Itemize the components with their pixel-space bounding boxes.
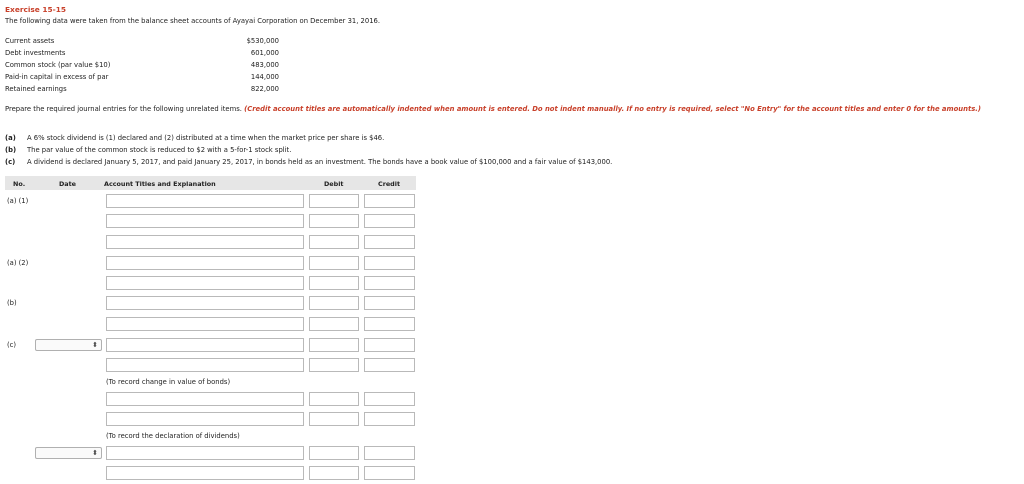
balance-label: Common stock (par value $10) [5,61,111,69]
debit-input[interactable] [309,256,359,270]
debit-input[interactable] [309,235,359,249]
credit-input[interactable] [364,296,415,310]
debit-input[interactable] [309,358,359,372]
debit-input[interactable] [309,214,359,228]
explanation-note: (To record change in value of bonds) [106,378,231,386]
account-title-input[interactable] [106,235,304,249]
balance-label: Paid-in capital in excess of par [5,73,109,81]
item-text: A dividend is declared January 5, 2017, and paid January 25, 2017, in bonds held as an investment. The bonds have a book value of $100,000 and a fair value of $143,000. [27,158,613,166]
debit-input[interactable] [309,338,359,352]
row-label-c: (c) [7,341,17,349]
explanation-note: (To record the declaration of dividends) [106,432,240,440]
credit-input[interactable] [364,214,415,228]
item-c [5,158,612,166]
account-title-input[interactable] [106,446,304,460]
debit-input[interactable] [309,446,359,460]
debit-input[interactable] [309,466,359,480]
balance-value: 601,000 [250,49,279,57]
date-select[interactable] [35,339,102,351]
account-title-input[interactable] [106,194,304,208]
journal-table-header [5,176,416,190]
debit-input[interactable] [309,392,359,406]
date-select[interactable] [35,447,102,459]
credit-input[interactable] [364,358,415,372]
balance-value: 483,000 [250,61,279,69]
instructions-note: (Credit account titles are automatically indented when amount is entered. Do not indent manually. If no entry is required, select "No Entry" for the account titles and enter 0 for the amounts.) [244,105,981,113]
instructions-lead: Prepare the required journal entries for the following unrelated items. [5,105,242,113]
balance-label: Retained earnings [5,85,67,93]
credit-input[interactable] [364,412,415,426]
account-title-input[interactable] [106,256,304,270]
balance-value: 822,000 [250,85,279,93]
debit-input[interactable] [309,194,359,208]
item-text: A 6% stock dividend is (1) declared and (2) distributed at a time when the market price per share is $46. [27,134,385,142]
item-b [5,146,291,154]
item-a [5,134,384,142]
account-title-input[interactable] [106,358,304,372]
row-label-b: (b) [7,299,17,307]
header-debit: Debit [324,180,344,188]
select-arrows-icon: ⬍ [92,449,98,457]
credit-input[interactable] [364,392,415,406]
account-title-input[interactable] [106,214,304,228]
item-key: (b) [5,146,17,154]
account-title-input[interactable] [106,276,304,290]
credit-input[interactable] [364,256,415,270]
account-title-input[interactable] [106,296,304,310]
row-label-a1: (a) (1) [7,197,29,205]
account-title-input[interactable] [106,412,304,426]
credit-input[interactable] [364,466,415,480]
credit-input[interactable] [364,235,415,249]
debit-input[interactable] [309,412,359,426]
debit-input[interactable] [309,317,359,331]
row-label-a2: (a) (2) [7,259,29,267]
header-credit: Credit [378,180,400,188]
balance-label: Debt investments [5,49,66,57]
select-arrows-icon: ⬍ [92,341,98,349]
account-title-input[interactable] [106,338,304,352]
account-title-input[interactable] [106,392,304,406]
exercise-title: Exercise 15-15 [5,5,67,14]
header-account: Account Titles and Explanation [104,180,216,188]
credit-input[interactable] [364,446,415,460]
credit-input[interactable] [364,276,415,290]
item-key: (a) [5,134,16,142]
header-date: Date [59,180,77,188]
account-title-input[interactable] [106,466,304,480]
account-title-input[interactable] [106,317,304,331]
item-key: (c) [5,158,16,166]
balance-value: 144,000 [250,73,279,81]
item-text: The par value of the common stock is reduced to $2 with a 5-for-1 stock split. [27,146,292,154]
debit-input[interactable] [309,276,359,290]
instructions [5,105,1019,114]
intro-text: The following data were taken from the balance sheet accounts of Ayayai Corporation on December 31, 2016. [5,17,381,25]
debit-input[interactable] [309,296,359,310]
balance-value: $530,000 [246,37,279,45]
balance-label: Current assets [5,37,55,45]
credit-input[interactable] [364,194,415,208]
header-no: No. [13,180,26,188]
credit-input[interactable] [364,317,415,331]
credit-input[interactable] [364,338,415,352]
